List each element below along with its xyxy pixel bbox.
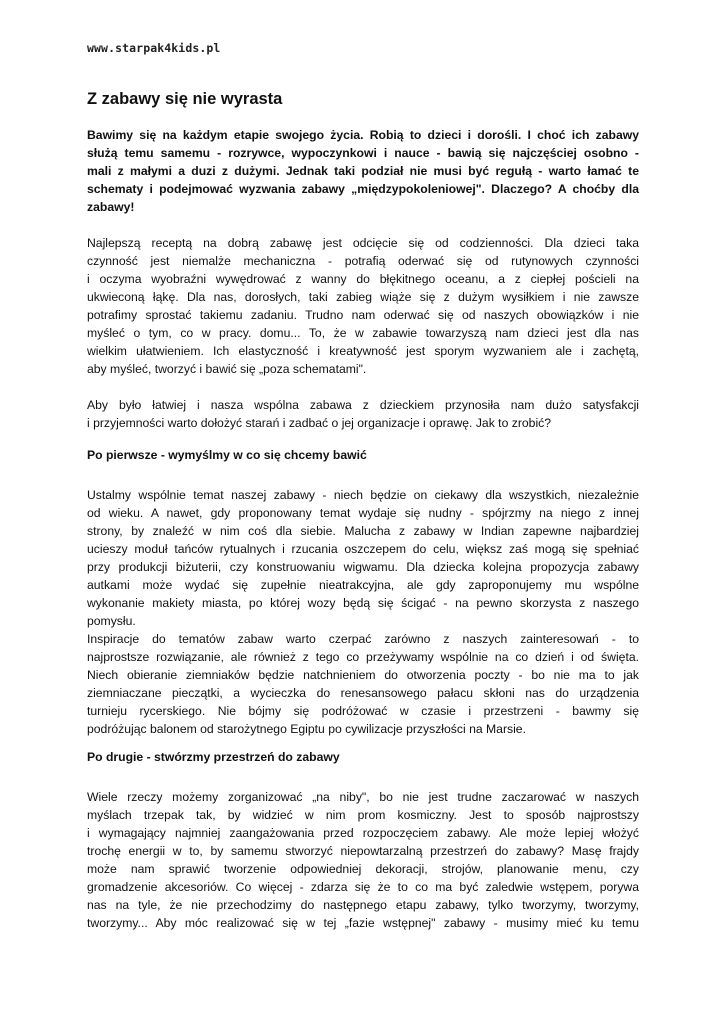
paragraph-line: Najlepszą receptą na dobrą zabawę jest odcięcie się od codzienności. Dla dzieci taka: [87, 236, 639, 250]
paragraph-line: Aby było łatwiej i nasza wspólna zabawa z dzieckiem przynosiła nam dużo satysfakcji: [87, 398, 639, 412]
intro-line: Bawimy się na każdym etapie swojego życia. Robią to dzieci i dorośli. I choć ich zabawy: [87, 128, 639, 142]
paragraph-line: przy produkcji biżuterii, czy konstruowaniu wigwamu. Dla dziecka kolejna propozycja zabawy: [87, 560, 639, 574]
paragraph-line: może nam sprawić tworzenie odpowiedniej dekoracji, strojów, planowanie menu, czy: [87, 862, 639, 876]
paragraph-line: ukwieconą łąkę. Dla nas, dorosłych, taki zabieg wiąże się z dużym wysiłkiem i nie zawsze: [87, 290, 639, 304]
paragraph-line: strony, by znaleźć w nim coś dla siebie. Malucha z zabawy w Indian zapewne najbardziej: [87, 524, 639, 538]
paragraph-line: ucieszy moduł tańców rytualnych i rzucania oszczepem do celu, większ zaś mogą się spełniać: [87, 542, 639, 556]
paragraph-line: myślach trzepak tak, by widzieć w nim prom kosmiczny. Jest to sposób najprostszy: [87, 808, 639, 822]
paragraph-line: i przyjemności warto dołożyć starań i zadbać o jej organizacje i oprawę. Jak to zrobić?: [87, 416, 552, 430]
paragraph-line: ziemniaczane pieczątki, a wycieczka do renesansowego pałacu skłoni nas do urządzenia: [87, 686, 639, 700]
article-title: Z zabawy się nie wyrasta: [87, 90, 283, 108]
intro-line: służą temu samemu - rozrywce, wypoczynkowi i nauce - bawią się najczęściej osobno -: [87, 146, 639, 160]
paragraph-line: gromadzenie akcesoriów. Co więcej - zdarza się że to co ma być zaledwie wstępem, porywa: [87, 880, 639, 894]
paragraph-line: Inspiracje do tematów zabaw warto czerpać zarówno z naszych zainteresowań - to: [87, 632, 639, 646]
intro-line: schematy i podejmować wyzwania zabawy „międzypokoleniowej". Dlaczego? A choćby dla: [87, 182, 639, 196]
paragraph-line: turnieju rycerskiego. Nie bójmy się podróżować w czasie i przestrzeni - bawmy się: [87, 704, 639, 718]
intro-line: zabawy!: [87, 200, 135, 214]
paragraph-line: pomysłu.: [87, 614, 136, 628]
paragraph-line: i wymagający najmniej zaangażowania przed rozpoczęciem zabawy. Ale może lepiej włożyć: [87, 826, 639, 840]
paragraph-line: czynność jest niemalże mechaniczna - potrafią oderwać się od rutynowych czynności: [87, 254, 639, 268]
paragraph-line: i oczyma wyobraźni wywędrować z wanny do błękitnego oceanu, a z ciepłej pościeli na: [87, 272, 639, 286]
paragraph-line: wielkim ułatwieniem. Ich elastyczność i kreatywność jest sporym wyzwaniem ale i zachętą,: [87, 344, 639, 358]
paragraph-line: Niech obieranie ziemniaków będzie natchnieniem do otworzenia poczty - bo nie ma to jak: [87, 668, 639, 682]
intro-line: mali z małymi a duzi z dużymi. Jednak taki podział nie musi być regułą - warto łamać te: [87, 164, 639, 178]
paragraph-line: tworzymy... Aby móc realizować się w tej „fazie wstępnej" zabawy - musimy mieć ku temu: [87, 916, 639, 930]
paragraph-line: podróżując balonem od starożytnego Egiptu po cywilizacje przyszłości na Marsie.: [87, 722, 526, 736]
paragraph-line: Wiele rzeczy możemy zorganizować „na niby", bo nie jest trudne zaczarować w naszych: [87, 790, 639, 804]
paragraph-line: potrafimy sprostać takiemu zadaniu. Trudno nam oderwać się od naszych obowiązków i nie: [87, 308, 639, 322]
section-heading-1: Po pierwsze - wymyślmy w co się chcemy bawić: [87, 448, 367, 462]
paragraph-line: aby myśleć, tworzyć i bawić się „poza schematami".: [87, 362, 367, 376]
paragraph-line: autkami może wydać się zupełnie nieatrakcyjna, ale gdy zaproponujemy mu wspólne: [87, 578, 639, 592]
paragraph-line: od wieku. A nawet, gdy proponowany temat wydaje się nudny - spójrzmy na niego z innej: [87, 506, 639, 520]
paragraph-line: najprostsze rozwiązanie, ale również z tego co przeżywamy wspólnie na co dzień i od święta.: [87, 650, 639, 664]
paragraph-line: trochę energii w to, by samemu stworzyć niepowtarzalną przestrzeń do zabawy? Masę frajdy: [87, 844, 639, 858]
section-heading-2: Po drugie - stwórzmy przestrzeń do zabawy: [87, 750, 340, 764]
paragraph-line: Ustalmy wspólnie temat naszej zabawy - niech będzie on ciekawy dla wszystkich, niezależnie: [87, 488, 639, 502]
paragraph-line: myśleć o tym, co w pracy. domu... To, że w zabawie towarzyszą nam dzieci jest dla nas: [87, 326, 639, 340]
site-url[interactable]: www.starpak4kids.pl: [87, 41, 221, 55]
paragraph-line: nas na tyle, że nie przechodzimy do następnego etapu zabawy, tylko tworzymy, tworzymy,: [87, 898, 639, 912]
paragraph-line: wykonanie makiety miasta, po której wozy będą się ścigać - na pewno skorzysta z naszego: [87, 596, 639, 610]
